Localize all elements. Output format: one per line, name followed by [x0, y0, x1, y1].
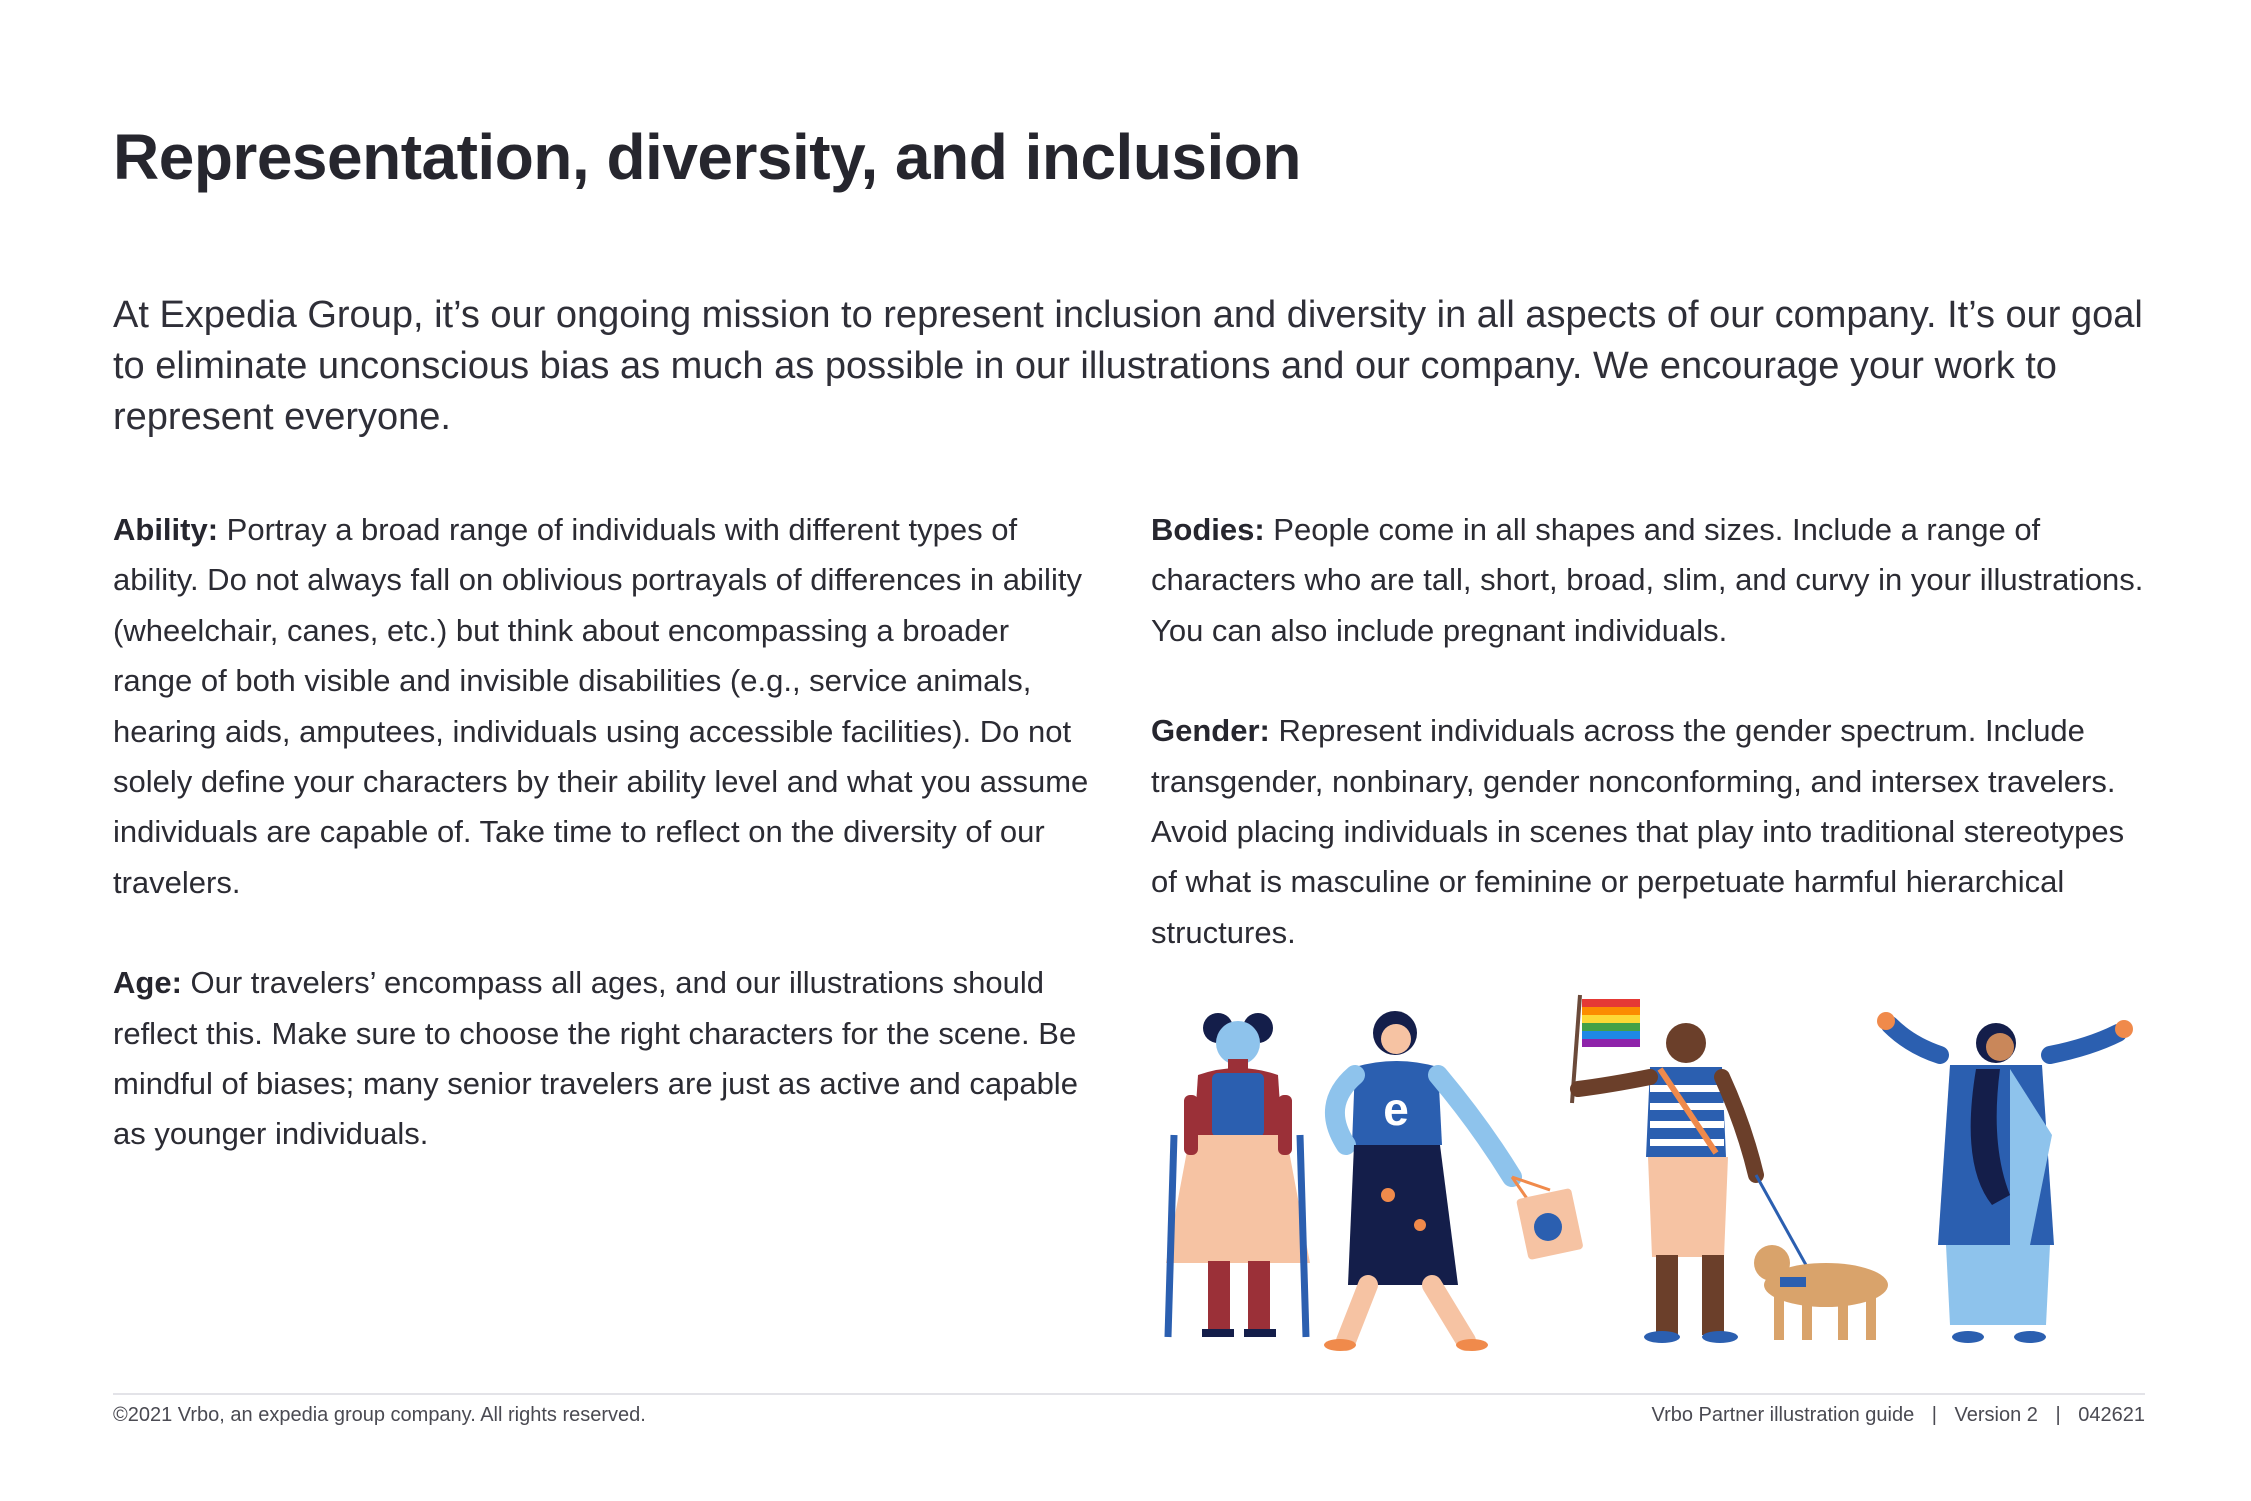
ability-section [113, 505, 1093, 908]
intro-paragraph: At Expedia Group, it’s our ongoing mission to represent inclusion and diversity in all aspects of our company. It’s our goal to eliminate unconscious bias as much as possible in our illustrations and our company. We encourage your work to represent everyone. [113, 294, 2143, 438]
left-column [113, 505, 1093, 1210]
footer-code: 042621 [2078, 1404, 2145, 1426]
ability-body: Portray a broad range of individuals with different types of ability. Do not always fall on oblivious portrayals of differences in ability (wheelchair, canes, etc.) but think about encompassing a broader range of both visible and invisible disabilities (e.g., service animals, hearing aids, amputees, individuals using accessible facilities). Do not solely define your characters by their ability level and what you assume individuals are capable of. Take time to reflect on the diversity of our travelers. [113, 512, 1089, 900]
traveler-with-tote-figure [1324, 1011, 1584, 1351]
footer-meta [1651, 1404, 2145, 1427]
age-heading: Age: [113, 965, 182, 1001]
bodies-section [1151, 505, 2151, 656]
footer-guide-name: Vrbo Partner illustration guide [1651, 1404, 1915, 1426]
shirt-logo-text: e [1383, 1083, 1409, 1135]
gender-heading: Gender: [1151, 713, 1270, 749]
footer-copyright: ©2021 Vrbo, an expedia group company. All rights reserved. [113, 1404, 646, 1426]
footer-divider [113, 1393, 2145, 1395]
ability-heading: Ability: [113, 512, 219, 547]
diverse-travelers-illustration [1150, 985, 2150, 1360]
traveler-in-sari-figure [1877, 1012, 2133, 1343]
footer-separator: | [2055, 1404, 2061, 1426]
traveler-with-flag-figure [1572, 995, 1888, 1343]
traveler-with-crutches-figure [1166, 1013, 1310, 1337]
footer-version: Version 2 [1954, 1404, 2038, 1426]
page-title: Representation, diversity, and inclusion [113, 121, 1301, 193]
footer-separator: | [1931, 1404, 1937, 1426]
age-section [113, 958, 1093, 1160]
bodies-body: People come in all shapes and sizes. Include a range of characters who are tall, short, broad, slim, and curvy in your illustrations. You can also include pregnant individuals. [1151, 512, 2144, 648]
gender-section [1151, 706, 2151, 958]
gender-body: Represent individuals across the gender spectrum. Include transgender, nonbinary, gender nonconforming, and intersex travelers. Avoid placing individuals in scenes that play into traditional stereotypes of what is masculine or feminine or perpetuate harmful hierarchical structures. [1151, 713, 2125, 950]
right-column [1151, 505, 2151, 1008]
age-body: Our travelers’ encompass all ages, and our illustrations should reflect this. Make sure to choose the right characters for the scene. Be mindful of biases; many senior travelers are just as active and capable as younger individuals. [113, 965, 1078, 1152]
bodies-heading: Bodies: [1151, 512, 1265, 547]
